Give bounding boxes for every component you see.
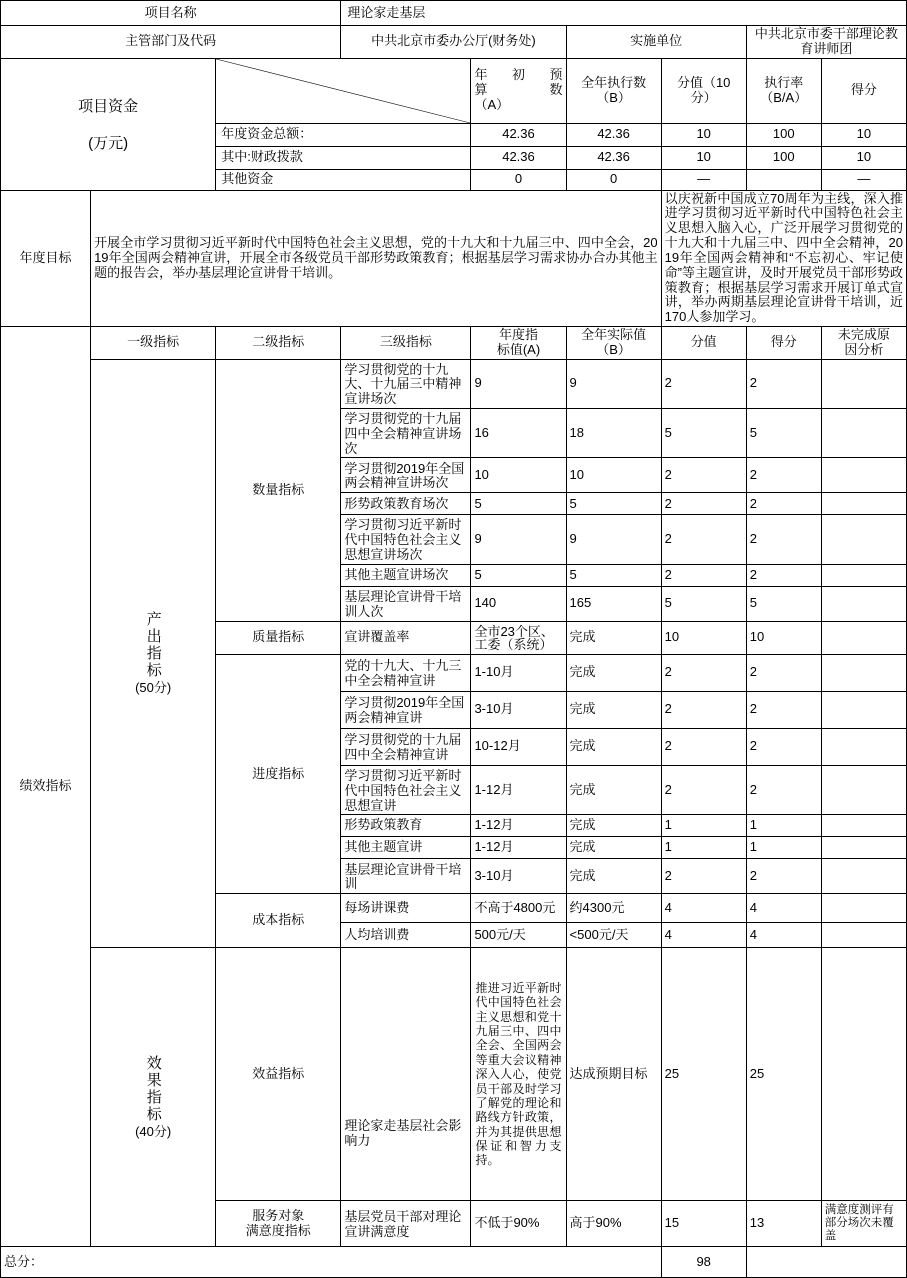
level3-label: 学习贯彻党的十九届四中全会精神宣讲场次	[341, 409, 471, 458]
diagonal-line-icon	[216, 59, 470, 123]
actual-value: 完成	[566, 691, 661, 728]
reason-value	[821, 765, 906, 814]
department-label: 主管部门及代码	[1, 26, 341, 59]
reason-value	[821, 621, 906, 654]
actual-value: 5	[566, 564, 661, 586]
reason-value	[821, 654, 906, 691]
got-value: 4	[746, 894, 821, 923]
reason-value	[821, 728, 906, 765]
row-perf-header	[1, 326, 907, 359]
annual-goal-actual: 以庆祝新中国成立70周年为主线，深入推进学习贯彻习近平新时代中国特色社会主义思想入脑入心，广泛开展学习贯彻党的十九大和十九届三中、四中全会精神，2019年全国两会精神和“不忘初心、牢记使命”等主题宣讲，及时开展党员干部形势政策教育；根据基层学习需求开展订单式宣讲，举办两期基层理论宣讲骨干培训，近170人参加学习。	[661, 190, 906, 326]
level2-quantity: 数量指标	[216, 359, 341, 621]
total-value: 98	[661, 1246, 746, 1277]
score-value: 1	[661, 815, 746, 837]
actual-value: 完成	[566, 815, 661, 837]
level1-output	[91, 359, 216, 948]
got-value: 13	[746, 1201, 821, 1247]
col-actual-value: 全年实际值 （B）	[566, 326, 661, 359]
got-value: 2	[746, 859, 821, 894]
funds-score: 10	[661, 123, 746, 146]
score-value: 10	[661, 621, 746, 654]
col-level3: 三级指标	[341, 326, 471, 359]
level3-label: 基层理论宣讲骨干培训人次	[341, 586, 471, 621]
department-value: 中共北京市委办公厅(财务处)	[341, 26, 566, 59]
score-value: 25	[661, 948, 746, 1201]
score-value: 2	[661, 458, 746, 493]
actual-value: 完成	[566, 837, 661, 859]
funds-got: 10	[821, 146, 906, 169]
got-value: 10	[746, 621, 821, 654]
score-value: 15	[661, 1201, 746, 1247]
reason-value	[821, 948, 906, 1201]
reason-value	[821, 359, 906, 408]
level3-label: 形势政策教育	[341, 815, 471, 837]
score-value: 2	[661, 728, 746, 765]
score-value: 2	[661, 859, 746, 894]
level3-label: 学习贯彻党的十九大、十九届三中精神宣讲场次	[341, 359, 471, 408]
col-reason: 未完成原 因分析	[821, 326, 906, 359]
level3-label: 学习贯彻习近平新时代中国特色社会主义思想宣讲场次	[341, 515, 471, 564]
actual-value: 完成	[566, 654, 661, 691]
score-value: 2	[661, 654, 746, 691]
score-value: 2	[661, 765, 746, 814]
row-total	[1, 1246, 907, 1277]
level3-label: 学习贯彻2019年全国两会精神宣讲场次	[341, 458, 471, 493]
funds-got: 10	[821, 123, 906, 146]
total-spacer	[746, 1246, 906, 1277]
reason-value	[821, 586, 906, 621]
score-value: 2	[661, 515, 746, 564]
col-target-value: 年度指 标值(A)	[471, 326, 566, 359]
score-value: 5	[661, 409, 746, 458]
actual-value: 完成	[566, 728, 661, 765]
target-value: 16	[471, 409, 566, 458]
project-funds-main: 项目资金	[78, 97, 139, 115]
target-value: 3-10月	[471, 859, 566, 894]
actual-value: 约4300元	[566, 894, 661, 923]
level3-label: 基层理论宣讲骨干培训	[341, 859, 471, 894]
funds-exec: 0	[566, 169, 661, 190]
col-perf-score: 分值	[661, 326, 746, 359]
reason-value	[821, 859, 906, 894]
reason-value	[821, 923, 906, 948]
got-value: 2	[746, 654, 821, 691]
col-execution-rate: 执行率 （B/A）	[746, 58, 821, 123]
funds-row-name: 其中:财政拨款	[216, 146, 471, 169]
level3-label: 学习贯彻2019年全国两会精神宣讲	[341, 691, 471, 728]
funds-score: —	[661, 169, 746, 190]
table-row	[1, 948, 907, 1201]
got-value: 2	[746, 493, 821, 515]
reason-value	[821, 515, 906, 564]
level2-progress: 进度指标	[216, 654, 341, 893]
got-value: 1	[746, 815, 821, 837]
funds-budget: 42.36	[471, 146, 566, 169]
row-funds-header	[1, 58, 907, 123]
target-value: 推进习近平新时代中国特色社会主义思想和党十九届三中、四中全会、全国两会等重大会议精神深入人心，使党员干部及时学习了解党的理论和路线方针政策，并为其提供思想保证和智力支持。	[471, 948, 566, 1201]
got-value: 2	[746, 515, 821, 564]
actual-value: 165	[566, 586, 661, 621]
col-annual-execution: 全年执行数 （B）	[566, 58, 661, 123]
reason-value	[821, 493, 906, 515]
got-value: 2	[746, 359, 821, 408]
score-value: 2	[661, 359, 746, 408]
target-value: 9	[471, 359, 566, 408]
level1-effect	[91, 948, 216, 1247]
target-value: 140	[471, 586, 566, 621]
target-value: 500元/天	[471, 923, 566, 948]
reason-value	[821, 894, 906, 923]
level3-label: 每场讲课费	[341, 894, 471, 923]
annual-goal-target: 开展全市学习贯彻习近平新时代中国特色社会主义思想，党的十九大和十九届三中、四中全会，2019年全国两会精神宣讲，开展全市各级党员干部形势政策教育；根据基层学习需求协办合办其他主题的报告会，举办基层理论宣讲骨干培训。	[91, 190, 662, 326]
reason-value	[821, 458, 906, 493]
level1-effect-name: 效果指标	[144, 1054, 162, 1123]
target-value: 5	[471, 493, 566, 515]
level3-label: 宣讲覆盖率	[341, 621, 471, 654]
actual-value: 9	[566, 359, 661, 408]
reason-value	[821, 837, 906, 859]
target-value: 1-10月	[471, 654, 566, 691]
target-value: 10	[471, 458, 566, 493]
col-perf-got: 得分	[746, 326, 821, 359]
actual-value: 5	[566, 493, 661, 515]
score-value: 2	[661, 564, 746, 586]
funds-score: 10	[661, 146, 746, 169]
got-value: 25	[746, 948, 821, 1201]
level3-label: 党的十九大、十九三中全会精神宣讲	[341, 654, 471, 691]
got-value: 2	[746, 458, 821, 493]
funds-exec: 42.36	[566, 146, 661, 169]
got-value: 2	[746, 564, 821, 586]
actual-value: 10	[566, 458, 661, 493]
got-value: 1	[746, 837, 821, 859]
implement-unit-value: 中共北京市委干部理论教育讲师团	[746, 26, 906, 59]
funds-row-name: 年度资金总额：	[216, 123, 471, 146]
level3-label: 学习贯彻党的十九届四中全会精神宣讲	[341, 728, 471, 765]
actual-value: 高于90%	[566, 1201, 661, 1247]
actual-value: 9	[566, 515, 661, 564]
project-name-label: 项目名称	[1, 1, 341, 26]
project-funds-label	[1, 58, 216, 190]
total-label: 总分：	[1, 1246, 662, 1277]
col-level1: 一级指标	[91, 326, 216, 359]
target-value: 10-12月	[471, 728, 566, 765]
level3-label: 学习贯彻习近平新时代中国特色社会主义思想宣讲	[341, 765, 471, 814]
level1-effect-sub: (40分)	[135, 1123, 172, 1139]
score-value: 2	[661, 691, 746, 728]
level3-label: 理论家走基层社会影响力	[341, 948, 471, 1201]
actual-value: <500元/天	[566, 923, 661, 948]
level1-output-sub: (50分)	[135, 680, 172, 696]
reason-value: 满意度测评有部分场次未覆盖	[821, 1201, 906, 1247]
target-value: 9	[471, 515, 566, 564]
got-value: 5	[746, 586, 821, 621]
actual-value: 完成	[566, 765, 661, 814]
row-department	[1, 26, 907, 59]
level1-output-name: 产出指标	[144, 611, 162, 680]
level2-quality: 质量指标	[216, 621, 341, 654]
target-value: 不高于4800元	[471, 894, 566, 923]
col-fund-got-score: 得分	[821, 58, 906, 123]
got-value: 2	[746, 765, 821, 814]
reason-value	[821, 815, 906, 837]
target-value: 1-12月	[471, 837, 566, 859]
funds-rate: 100	[746, 146, 821, 169]
level3-label: 基层党员干部对理论宣讲满意度	[341, 1201, 471, 1247]
implement-unit-label: 实施单位	[566, 26, 746, 59]
got-value: 2	[746, 691, 821, 728]
table-row	[1, 359, 907, 408]
score-value: 5	[661, 586, 746, 621]
project-funds-unit: (万元)	[88, 134, 129, 152]
row-project-name	[1, 1, 907, 26]
funds-rate	[746, 169, 821, 190]
target-value: 5	[471, 564, 566, 586]
level3-label: 其他主题宣讲场次	[341, 564, 471, 586]
reason-value	[821, 409, 906, 458]
level2-satisfaction: 服务对象 满意度指标	[216, 1201, 341, 1247]
funds-budget: 0	[471, 169, 566, 190]
funds-got: —	[821, 169, 906, 190]
row-annual-goal	[1, 190, 907, 326]
actual-value: 完成	[566, 859, 661, 894]
actual-value: 达成预期目标	[566, 948, 661, 1201]
level3-label: 形势政策教育场次	[341, 493, 471, 515]
target-value: 3-10月	[471, 691, 566, 728]
level3-label: 其他主题宣讲	[341, 837, 471, 859]
got-value: 4	[746, 923, 821, 948]
level3-label: 人均培训费	[341, 923, 471, 948]
target-value: 全市23个区、工委（系统）	[471, 621, 566, 654]
col-fund-score: 分值（10 分）	[661, 58, 746, 123]
reason-value	[821, 564, 906, 586]
score-value: 1	[661, 837, 746, 859]
got-value: 2	[746, 728, 821, 765]
got-value: 5	[746, 409, 821, 458]
perf-indicator-label: 绩效指标	[1, 326, 91, 1246]
reason-value	[821, 691, 906, 728]
score-value: 4	[661, 923, 746, 948]
col-level2: 二级指标	[216, 326, 341, 359]
funds-row-name: 其他资金	[216, 169, 471, 190]
project-name-value: 理论家走基层	[341, 1, 907, 26]
funds-budget: 42.36	[471, 123, 566, 146]
funds-rate: 100	[746, 123, 821, 146]
actual-value: 18	[566, 409, 661, 458]
diagonal-header-cell	[216, 58, 471, 123]
annual-goal-label: 年度目标	[1, 190, 91, 326]
actual-value: 完成	[566, 621, 661, 654]
target-value: 1-12月	[471, 765, 566, 814]
target-value: 不低于90%	[471, 1201, 566, 1247]
col-initial-budget: 年 初 预 算 数 （A）	[471, 58, 566, 123]
target-value: 1-12月	[471, 815, 566, 837]
funds-exec: 42.36	[566, 123, 661, 146]
level2-cost: 成本指标	[216, 894, 341, 948]
score-value: 4	[661, 894, 746, 923]
level2-benefit: 效益指标	[216, 948, 341, 1201]
score-value: 2	[661, 493, 746, 515]
